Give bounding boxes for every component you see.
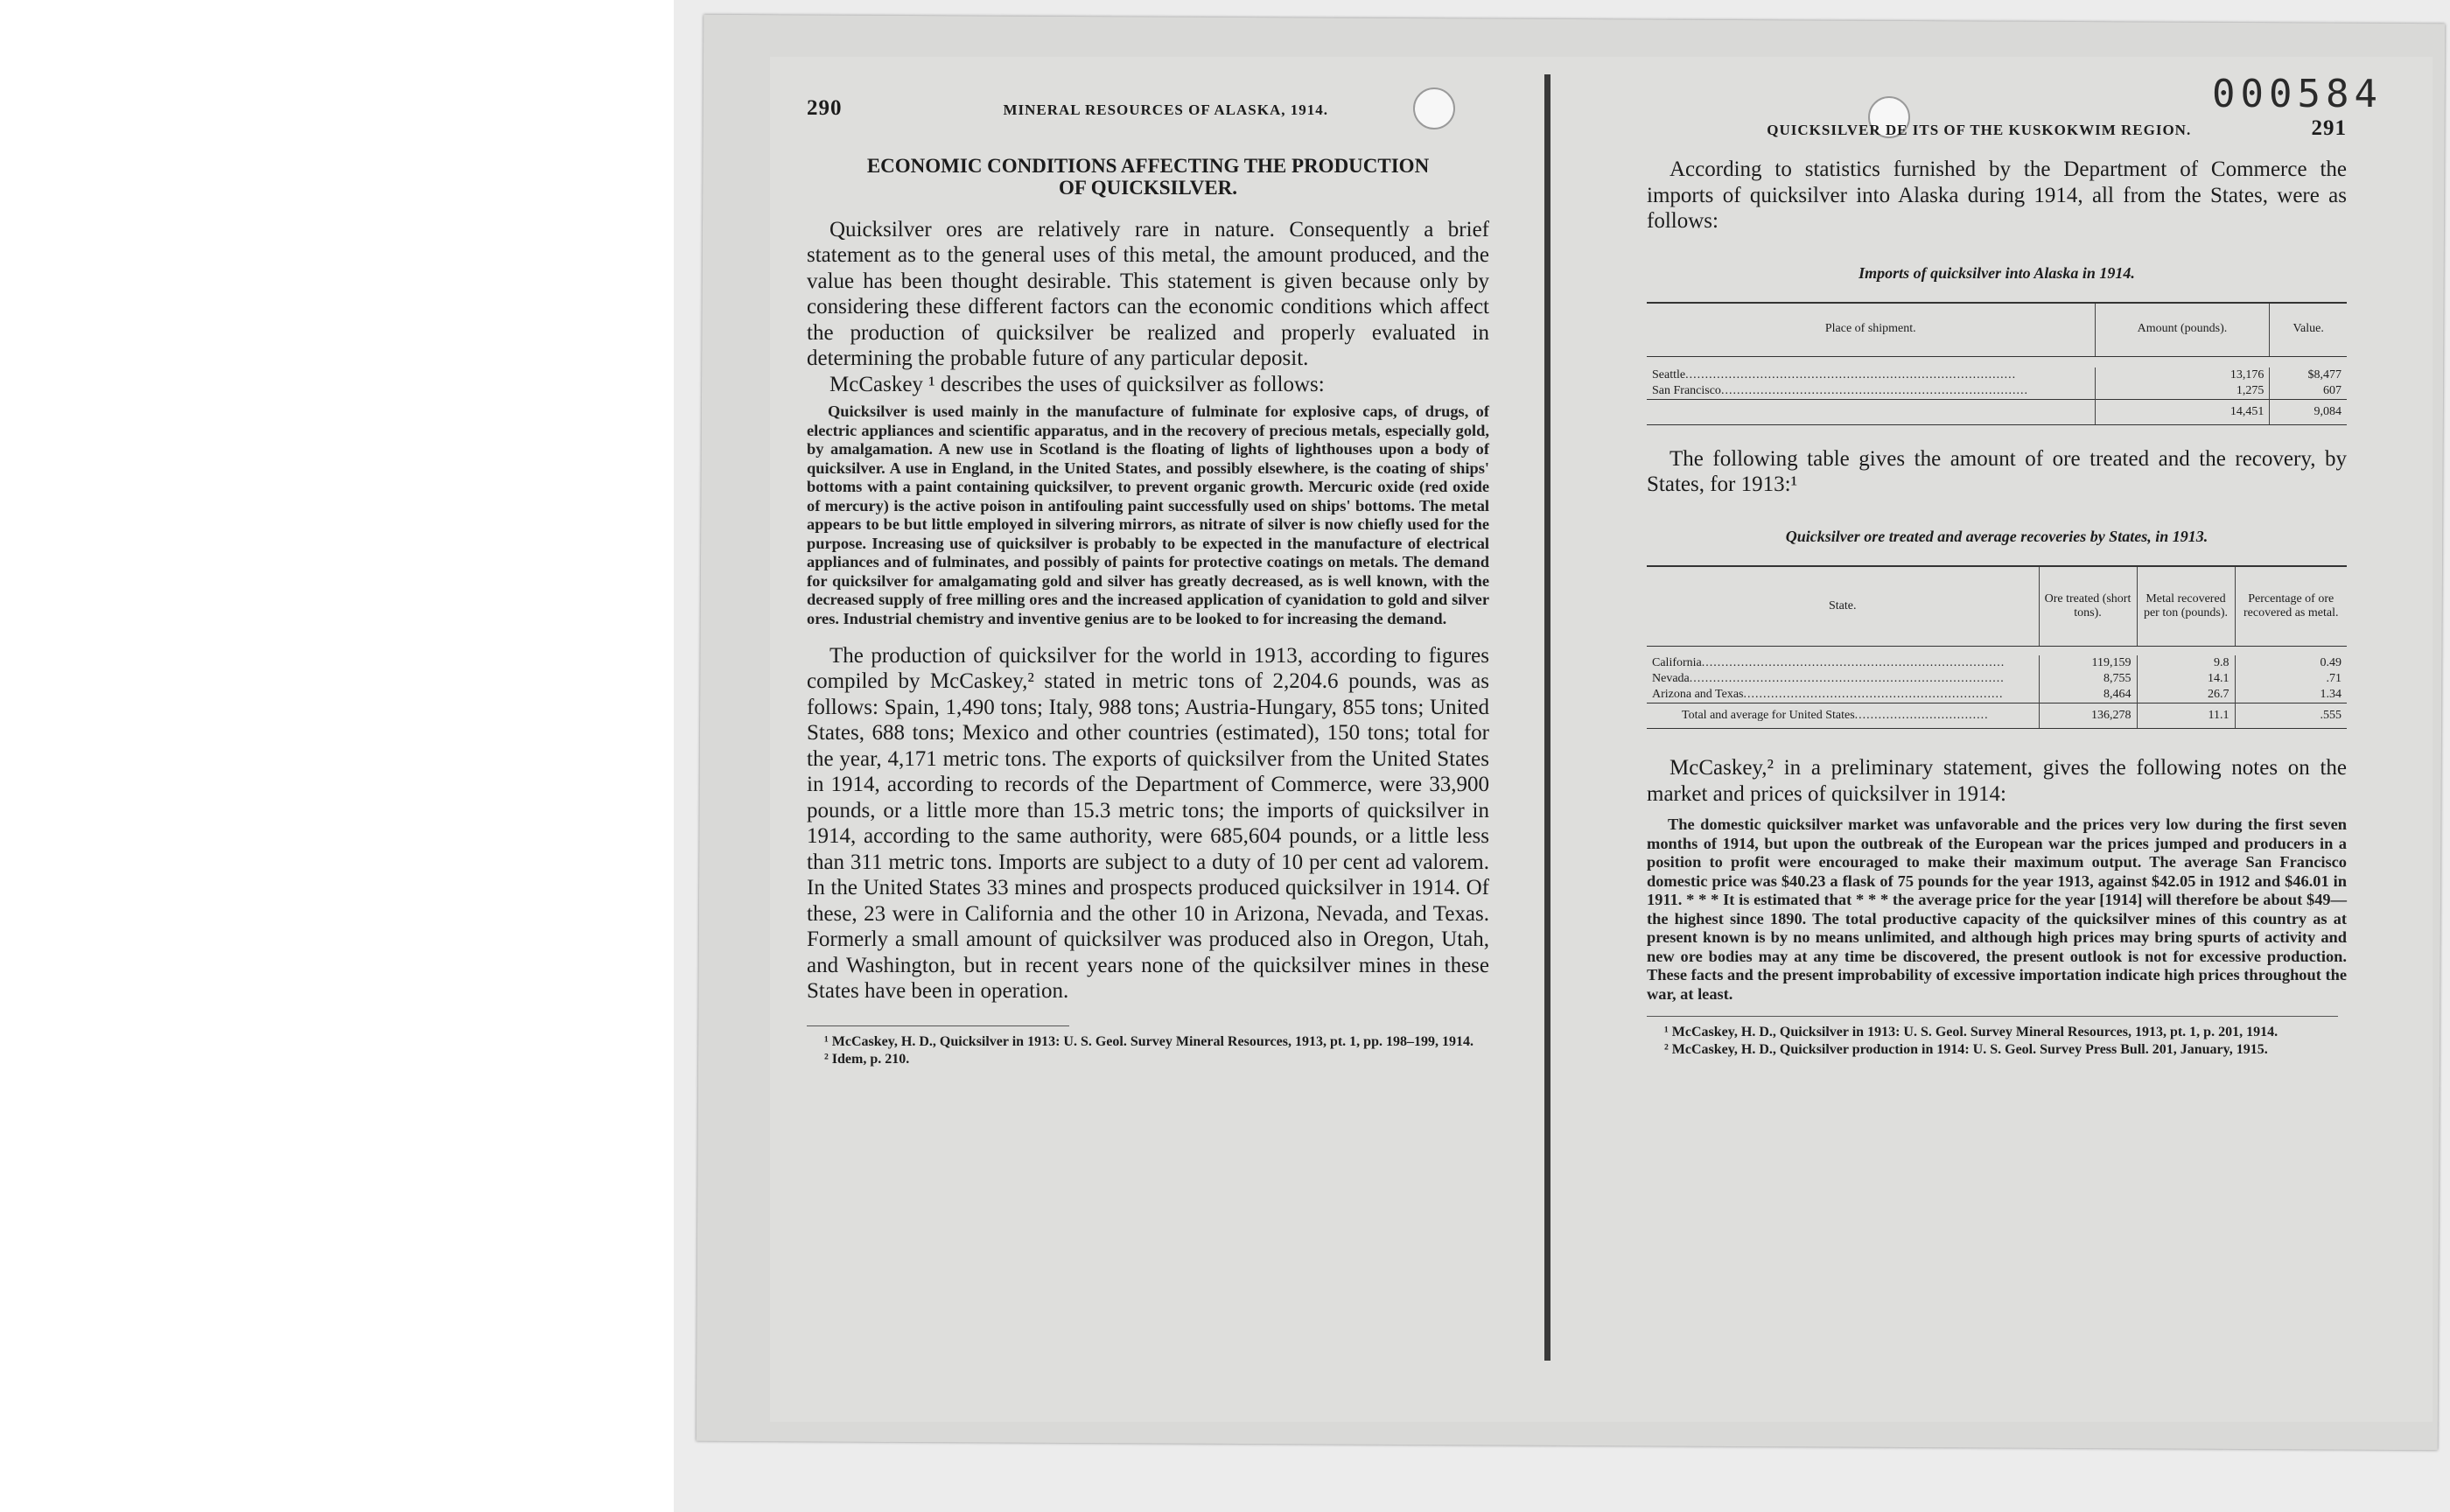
table-cell: $8,477	[2270, 368, 2347, 383]
running-title: MINERAL RESOURCES OF ALASKA, 1914.	[1003, 102, 1329, 118]
paragraph: The following table gives the amount of ore treated and the recovery, by States, for 1913:¹	[1647, 446, 2347, 497]
block-quote: Quicksilver is used mainly in the manufacture of fulminate for explosive caps, of drugs, of electric appliances and scientific apparatus, and in the recovery of precious metals, especially gold, by amalgamation. A new use in Scotland is the floating of lights of lighthouses upon a body of quicksilver. A use in England, in the United States, and possibly elsewhere, is the coating of ships' bottoms with a paint containing quicksilver, to prevent organic growth. Mercuric oxide (red oxide of mercury) is the active poison in antifouling paint successfully used on ships' bottoms. The metal appears to be but little employed in silvering mirrors, as nitrate of silver is now chiefly used for the purpose. Increasing use of quicksilver is probably to be expected in the manufacture of electrical appliances and of fulminates, and possibly of paints for protective coatings on metals. The demand for quicksilver for amalgamating gold and silver has greatly decreased, as is well known, with the decreased supply of free milling ores and the increased application of cyanidation to gold and silver ores. Industrial chemistry and inventive genius are to be looked to for increasing the demand.	[807, 402, 1489, 627]
table-header: Place of shipment.	[1647, 303, 2095, 357]
book-gutter	[1544, 74, 1550, 1361]
paragraph: McCaskey,² in a preliminary statement, gives the following notes on the market and prices of quicksilver in 1914:	[1647, 756, 2347, 806]
section-heading-line1: ECONOMIC CONDITIONS AFFECTING THE PRODUCTION	[866, 155, 1430, 177]
paragraph: The production of quicksilver for the world in 1913, according to figures compiled by McCaskey,² stated in metric tons of 2,204.6 pounds, was as follows: Spain, 1,490 tons; Italy, 988 tons; Austria-Hungary, 855 tons; United States, 688 tons; Mexico and other countries (estimated), 150 tons; total for the year, 4,171 metric tons. The exports of quicksilver from the United States in 1914, according to records of the Department of Commerce, were 33,900 pounds, or a little more than 15.3 metric tons; the imports of quicksilver in 1914, according to the same authority, were 685,604 pounds, or a little less than 311 metric tons. Imports are subject to a duty of 10 per cent ad valorem. In the United States 33 mines and prospects produced quicksilver in 1914. Of these, 23 were in California and the other 10 in Arizona, Nevada, and Texas. Formerly a small amount of quicksilver was produced also in Oregon, Utah, and Washington, but in recent years none of the quicksilver mines in these States have been in operation.	[807, 643, 1489, 1004]
table-cell: 14.1	[2137, 671, 2235, 687]
page-number: 290	[807, 96, 843, 120]
running-title: QUICKSILVER DE ITS OF THE KUSKOKWIM REGION.	[1767, 122, 2192, 138]
section-heading-line2: OF QUICKSILVER.	[1058, 176, 1238, 199]
footnote: ² McCaskey, H. D., Quicksilver production in 1914: U. S. Geol. Survey Press Bull. 201, January, 1915.	[1664, 1042, 2268, 1058]
table-cell: 8,464	[2039, 687, 2137, 704]
table-header: Metal recovered per ton (pounds).	[2137, 566, 2235, 647]
table-cell: Nevada	[1652, 671, 1690, 685]
imports-table	[1647, 302, 2347, 425]
right-page	[1647, 83, 2347, 1059]
table-cell: 8,755	[2039, 671, 2137, 687]
table-caption: Quicksilver ore treated and average recoveries by States, in 1913.	[1785, 527, 2208, 545]
table-cell: 1,275	[2095, 383, 2270, 400]
table-header: Ore treated (short tons).	[2039, 566, 2137, 647]
table-header: State.	[1647, 566, 2039, 647]
table-row: San Francisco.............................................................................. 1,275 607	[1647, 383, 2347, 400]
table-row: California............................................................................. 119,159 9.8 0.49	[1647, 655, 2347, 671]
footnote: ¹ McCaskey, H. D., Quicksilver in 1913: U. S. Geol. Survey Mineral Resources, 1913, pt. 1, p. 201, 1914.	[1664, 1025, 2278, 1040]
table-cell: .555	[2235, 704, 2347, 729]
table-header: Percentage of ore recovered as metal.	[2235, 566, 2347, 647]
paragraph: Quicksilver ores are relatively rare in nature. Consequently a brief statement as to the general uses of this metal, the amount produced, and the value has been thought desirable. This statement is given because only by considering these different factors can the economic conditions which affect the production of quicksilver be realized and properly evaluated in determining the probable future of any particular deposit.	[807, 217, 1489, 371]
table-row: Nevada................................................................................ 8,755 14.1 .71	[1647, 671, 2347, 687]
footnote-divider	[1647, 1016, 2338, 1017]
table-cell: 26.7	[2137, 687, 2235, 704]
table-cell: 136,278	[2039, 704, 2137, 729]
left-page	[807, 96, 1489, 1068]
paragraph: McCaskey ¹ describes the uses of quicksilver as follows:	[830, 372, 1325, 396]
table-total-row: Total and average for United States.................................. 136,278 11.1 .555	[1647, 704, 2347, 729]
table-cell: 13,176	[2095, 368, 2270, 383]
archive-stamp-number: 000584	[2212, 72, 2383, 116]
table-cell: Arizona and Texas	[1652, 687, 1744, 701]
table-total-row	[1647, 399, 2347, 424]
table-caption: Imports of quicksilver into Alaska in 1914.	[1858, 263, 2135, 282]
table-header: Value.	[2270, 303, 2347, 357]
block-quote: The domestic quicksilver market was unfavorable and the prices very low during the first seven months of 1914, but upon the outbreak of the European war the prices jumped and producers in a position to profit were encouraged to make their maximum output. The average San Francisco domestic price was $40.23 a flask of 75 pounds for the year 1913, against $42.05 in 1912 and $46.01 in 1911. * * * It is estimated that * * * the average price for the year [1914] will therefore be about $49—the highest since 1890. The total productive capacity of the quicksilver mines of this country as at present known is by no means unlimited, and although high prices may bring spurts of activity and new ore bodies may at any time be discovered, the present outlook is not for excessive production. These facts and the present improbability of excessive importation indicate high prices throughout the war, at least.	[1647, 816, 2347, 1003]
table-cell: .71	[2235, 671, 2347, 687]
page-number: 291	[2311, 116, 2347, 140]
table-header: Amount (pounds).	[2095, 303, 2270, 357]
table-row: Arizona and Texas.................................................................. 8,464 26.7 1.34	[1647, 687, 2347, 704]
table-cell: Seattle	[1652, 368, 1686, 382]
table-cell: 9,084	[2270, 399, 2347, 424]
table-cell: 607	[2270, 383, 2347, 400]
section-heading	[807, 156, 1489, 200]
table-cell: 119,159	[2039, 655, 2137, 671]
table-row: Seattle.................................................................................... 13,176 $8,477	[1647, 368, 2347, 383]
left-running-header	[807, 96, 1489, 121]
footnote: ¹ McCaskey, H. D., Quicksilver in 1913: U. S. Geol. Survey Mineral Resources, 1913, pt. 1, pp. 198–199, 1914.	[824, 1033, 1474, 1049]
footnote: ² Idem, p. 210.	[824, 1051, 910, 1067]
table-cell: 1.34	[2235, 687, 2347, 704]
table-cell: 9.8	[2137, 655, 2235, 671]
table-cell: California	[1652, 655, 1702, 669]
table-cell: Total and average for United States	[1682, 709, 1855, 723]
table-cell: 0.49	[2235, 655, 2347, 671]
ore-recovery-table	[1647, 565, 2347, 729]
paragraph: According to statistics furnished by the Department of Commerce the imports of quicksilver into Alaska during 1914, all from the States, were as follows:	[1647, 158, 2347, 233]
table-cell: San Francisco	[1652, 383, 1721, 397]
table-cell: 11.1	[2137, 704, 2235, 729]
right-running-header	[1647, 116, 2347, 141]
table-cell: 14,451	[2095, 399, 2270, 424]
